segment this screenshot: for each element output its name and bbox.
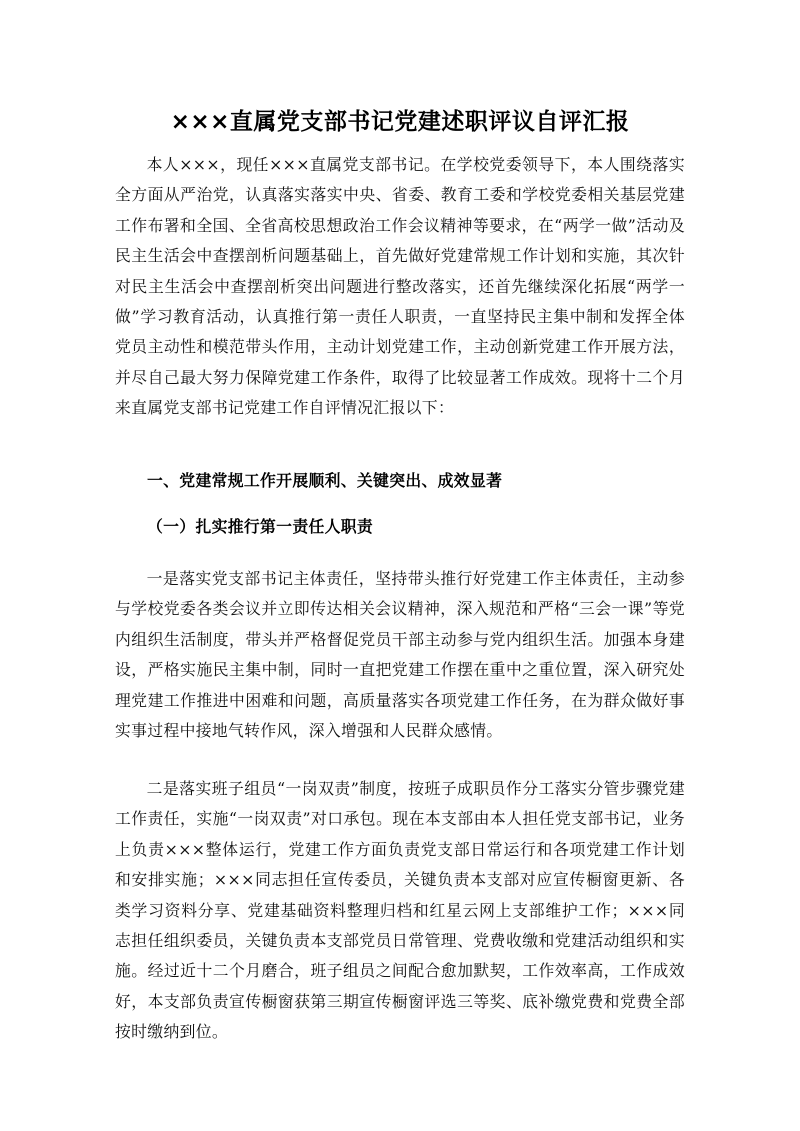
body-paragraph-1: 一是落实党支部书记主体责任，坚持带头推行好党建工作主体责任，主动参与学校党委各类会议并立即传达相关会议精神，深入规范和严格“三会一课”等党内组织生活制度，带头并严格督促党员干部主动参与党内组织生活。加强本身建设，严格实施民主集中制，同时一直把党建工作摆在重中之重位置，深入研究处理党建工作推进中困难和问题，高质量落实各项党建工作任务，在为群众做好事实事过程中接地气转作风，深入增强和人民群众感情。 xyxy=(115,569,685,741)
body-paragraph-2: 二是落实班子组员“一岗双责”制度，按班子成职员作分工落实分管步骤党建工作责任，实施“一岗双责”对口承包。现在本支部由本人担任党支部书记，业务上负责×××整体运行，党建工作方面负责党支部日常运行和各项党建工作计划和安排实施；×××同志担任宣传委员，关键负责本支部对应宣传橱窗更新、各类学习资料分享、党建基础资料整理归档和红星云网上支部维护工作；×××同志担任组织委员，关键负责本支部党员日常管理、党费收缴和党建活动组织和实施。经过近十二个月磨合，班子组员之间配合愈加默契，工作效率高，工作成效好，本支部负责宣传橱窗获第三期宣传橱窗评选三等奖、底补缴党费和党费全部按时缴纳到位。 xyxy=(115,779,685,1042)
document-title: ×××直属党支部书记党建述职评议自评汇报 xyxy=(170,109,630,135)
section-heading: 一、党建常规工作开展顺利、关键突出、成效显著 xyxy=(147,471,503,490)
intro-paragraph: 本人×××，现任×××直属党支部书记。在学校党委领导下，本人围绕落实全方面从严治党，认真落实落实中央、省委、教育工委和学校党委相关基层党建工作布署和全国、全省高校思想政治工作会议精神等要求，在“两学一做”活动及民主生活会中查摆剖析问题基础上，首先做好党建常规工作计划和实施，其次针对民主生活会中查摆剖析突出问题进行整改落实，还首先继续深化拓展“两学一做”学习教育活动，认真推行第一责任人职责，一直坚持民主集中制和发挥全体党员主动性和模范带头作用，主动计划党建工作，主动创新党建工作开展方法，并尽自己最大努力保障党建工作条件，取得了比较显著工作成效。现将十二个月来直属党支部书记党建工作自评情况汇报以下： xyxy=(115,155,685,418)
subsection-heading: （一）扎实推行第一责任人职责 xyxy=(147,517,374,536)
